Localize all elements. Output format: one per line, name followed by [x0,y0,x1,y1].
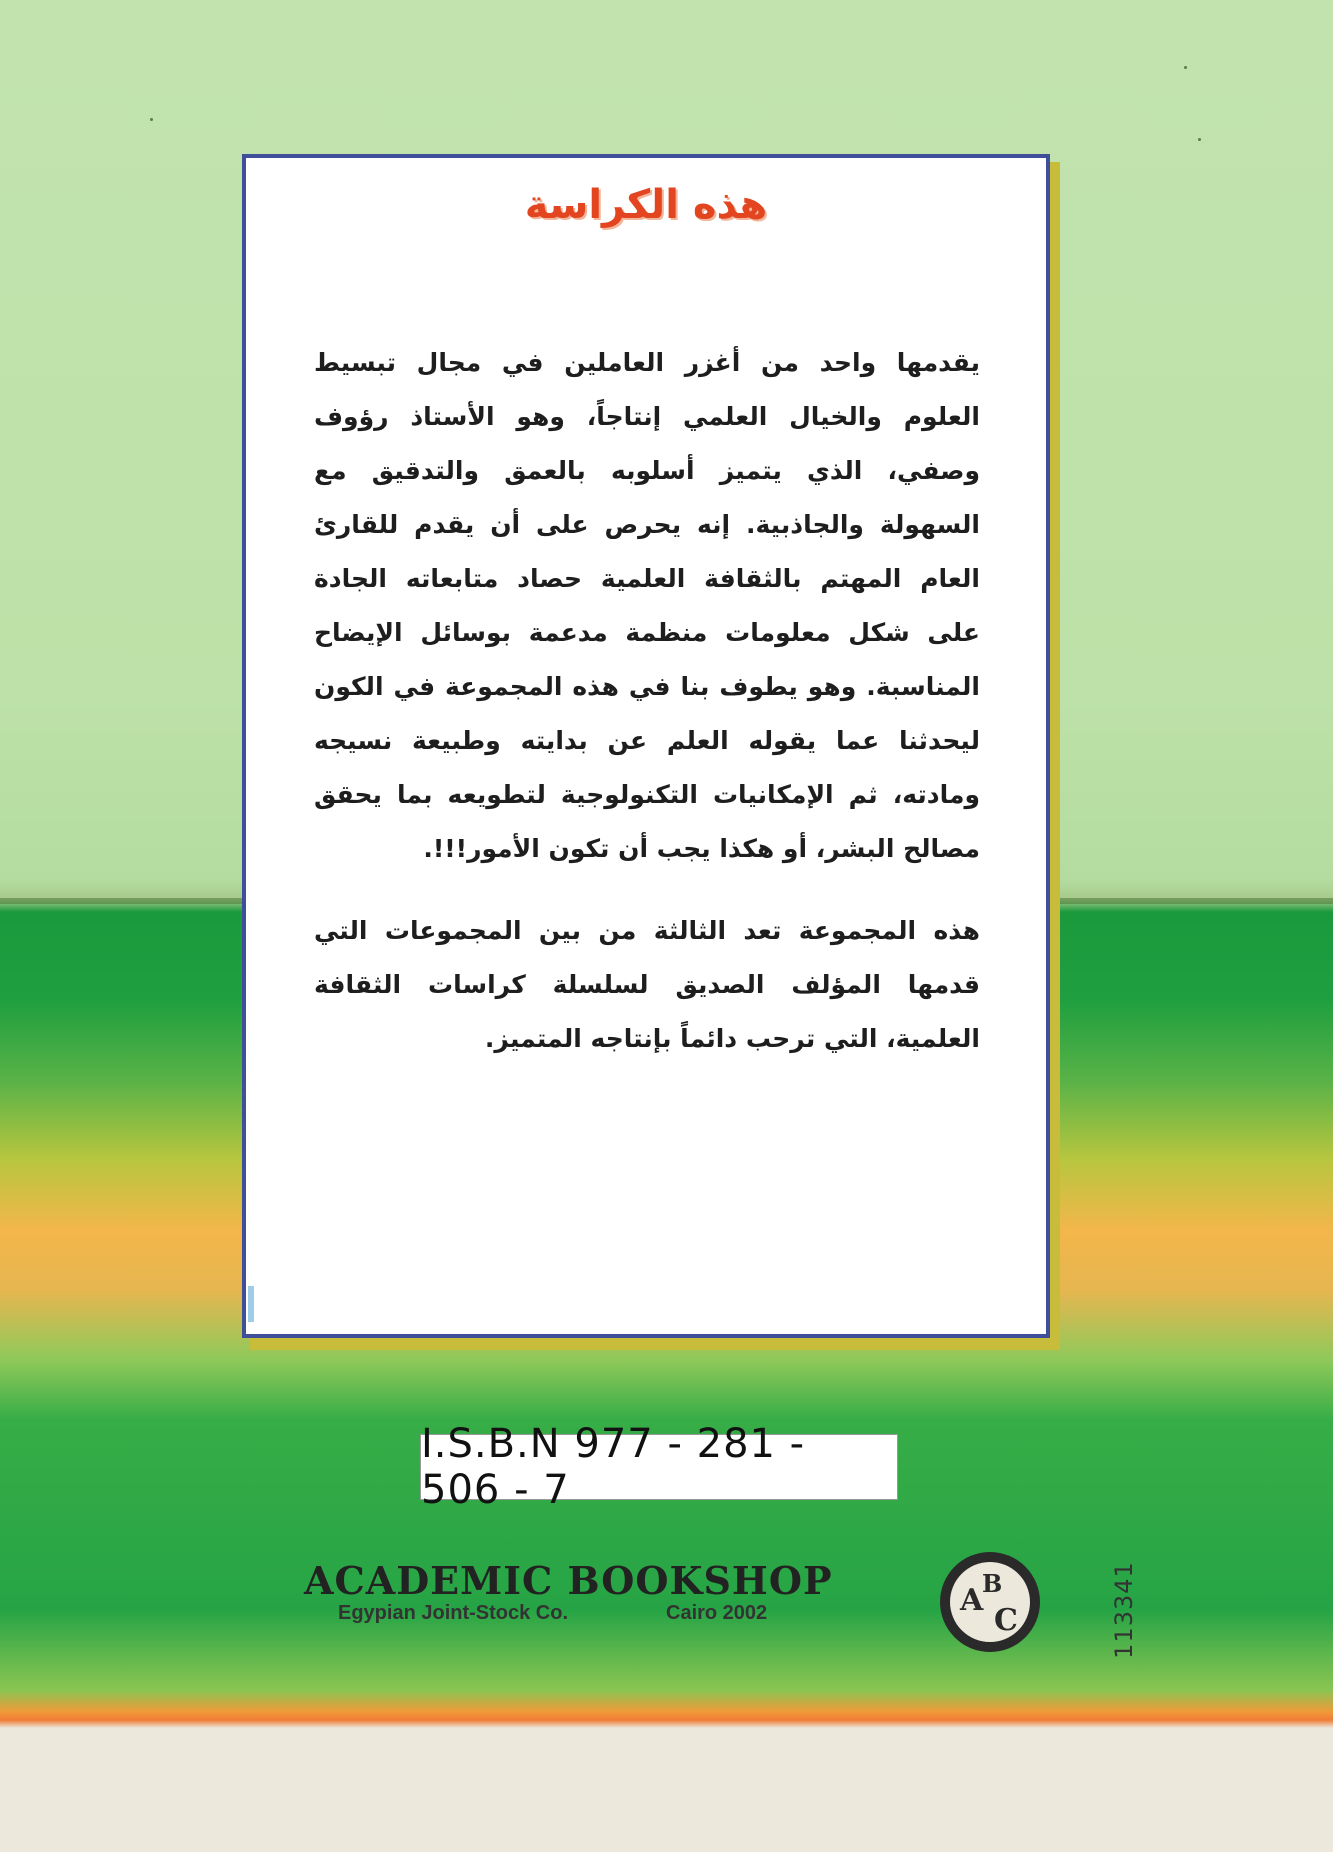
card-body [314,336,980,1094]
blurb-paragraph-1: يقدمها واحد من أغزر العاملين في مجال تبسيط العلوم والخيال العلمي إنتاجاً، وهو الأستاذ رؤوف وصفي، الذي يتميز أسلوبه بالعمق والتدقيق مع السهولة والجاذبية. إنه يحرص على أن يقدم للقارئ العام المهتم بالثقافة العلمية حصاد متابعاته الجادة على شكل معلومات منظمة مدعمة بوسائل الإيضاح المناسبة. وهو يطوف بنا في هذه المجموعة في الكون ليحدثنا عما يقوله العلم عن بدايته وطبيعة نسيجه ومادته، ثم الإمكانيات التكنولوجية لتطويعه بما يحقق مصالح البشر، أو هكذا يجب أن تكون الأمور!!!. [314,348,980,863]
side-code-text: 113341 [1110,1561,1138,1659]
print-speck [1198,138,1201,141]
logo-letter-c: C [994,1603,1018,1638]
card-edge-mark [248,1286,254,1322]
print-speck [150,118,153,121]
logo-letter-a: A [960,1583,984,1618]
side-code [1104,1540,1144,1680]
print-speck [1184,66,1187,69]
isbn-label: I.S.B.N 977 - 281 - 506 - 7 [420,1434,898,1500]
blurb-paragraph-2: هذه المجموعة تعد الثالثة من بين المجموعات التي قدمها المؤلف الصديق لسلسلة كراسات الثقافة العلمية، التي ترحب دائماً بإنتاجه المتميز. [314,916,980,1053]
publisher-name: ACADEMIC BOOKSHOP [304,1558,833,1603]
publisher-logo-icon [936,1548,1044,1656]
logo-letter-b: B [982,1569,1003,1598]
card-title: هذه الكراسة [524,182,768,228]
blurb-card [242,154,1050,1338]
publisher-city-year: Cairo 2002 [666,1602,768,1624]
publisher-company: Egypian Joint-Stock Co. [338,1602,569,1624]
